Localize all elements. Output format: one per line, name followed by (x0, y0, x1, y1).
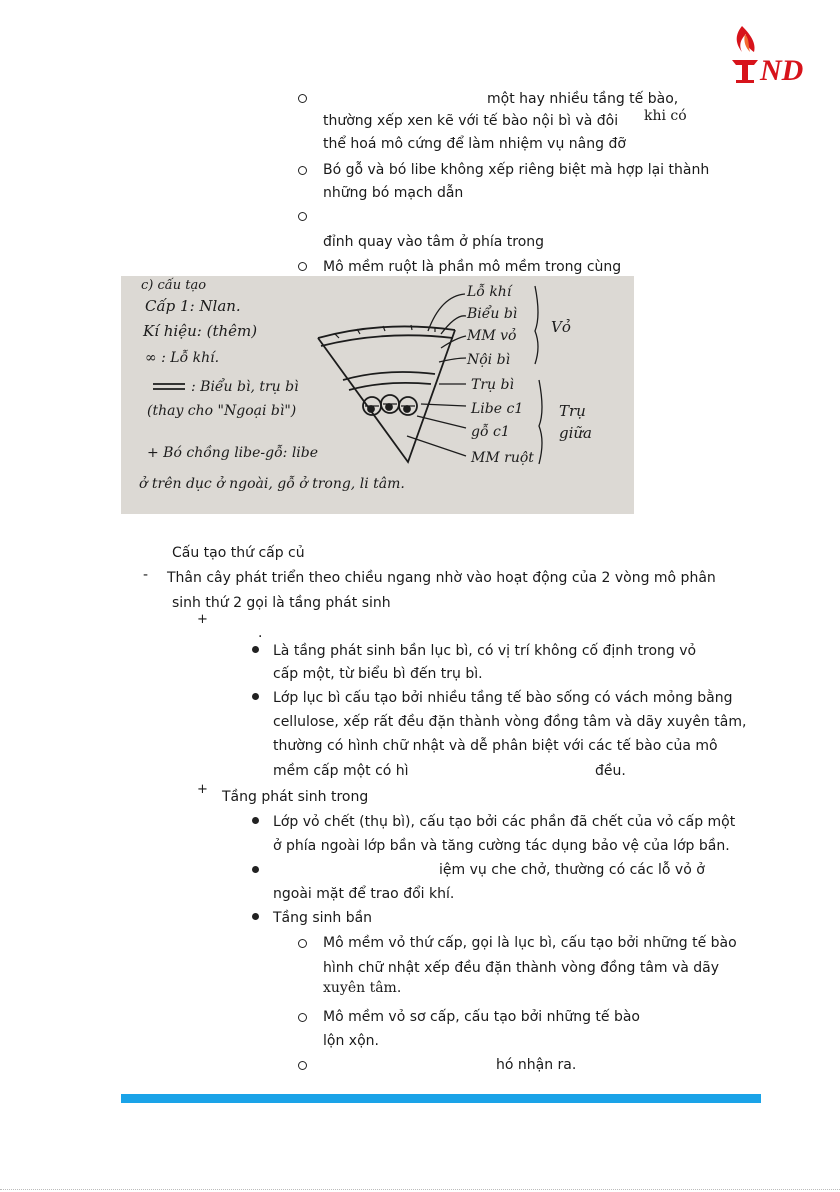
sketch-label-mm-ruot: MM ruột (471, 450, 534, 466)
sketch-legend-line5: (thay cho "Ngoại bì") (147, 403, 297, 419)
b1-line2: cấp một, từ biểu bì đến trụ bì. (273, 666, 483, 682)
sub1-line2: hình chữ nhật xếp đều đặn thành vòng đồng tâm và dãy (323, 960, 720, 976)
c1-line1: Lớp vỏ chết (thụ bì), cấu tạo bởi các phần đã chết của vỏ cấp một (273, 814, 736, 830)
stem-cross-section-sketch (121, 276, 634, 514)
sketch-legend-line7: ở trên dục ở ngoài, gỗ ở trong, li tâm. (139, 476, 405, 492)
sketch-group-vo: Vỏ (551, 318, 571, 336)
list-item-2-line2: những bó mạch dẫn (323, 185, 464, 201)
plus1-text: . (258, 625, 263, 641)
sketch-label-mm-vo: MM vỏ (467, 328, 517, 344)
c2-line1: iệm vụ che chở, thường có các lỗ vỏ ở (439, 862, 705, 878)
sub2-line1: Mô mềm vỏ sơ cấp, cấu tạo bởi những tế bào (323, 1009, 640, 1025)
footer-accent-bar (121, 1094, 761, 1103)
list-bullet-circle (298, 166, 307, 175)
sketch-group-tru-line1: Trụ (559, 402, 586, 420)
sketch-label-noi-bi: Nội bì (467, 352, 511, 368)
c1-line2: ở phía ngoài lớp bần và tăng cường tác dụng bảo vệ của lớp bần. (273, 838, 730, 854)
sketch-label-go-c1: gỗ c1 (471, 424, 510, 440)
sketch-label-tru-bi: Trụ bì (471, 377, 514, 393)
plus-bullet-icon: + (197, 782, 208, 797)
sub1-line1: Mô mềm vỏ thứ cấp, gọi là lục bì, cấu tạo bởi những tế bào (323, 935, 737, 951)
bullet-dot (252, 693, 259, 700)
sketch-label-bieu-bi: Biểu bì (467, 306, 518, 322)
bullet-dot (252, 817, 259, 824)
plus2-label: Tầng phát sinh trong (222, 789, 369, 805)
sketch-legend-line6: + Bó chồng libe-gỗ: libe (147, 445, 319, 461)
c3-label: Tầng sinh bần (273, 910, 373, 926)
list-bullet-circle (298, 94, 307, 103)
torch-logo-icon (728, 22, 828, 92)
list-item-1-line2-handwritten: khi có (644, 108, 687, 124)
sketch-legend-line4: : Biểu bì, trụ bì (191, 379, 299, 395)
sub1-line3: xuyên tâm. (323, 980, 402, 996)
page-bottom-rule (0, 1189, 840, 1190)
sub-bullet-circle (298, 1013, 307, 1022)
list-item-1-line1: một hay nhiều tầng tế bào, (487, 91, 679, 107)
sketch-legend-line1: Cấp 1: Nlan. (145, 297, 241, 315)
list-item-4-line1: Mô mềm ruột là phần mô mềm trong cùng (323, 259, 622, 275)
list-item-1-line3: thể hoá mô cứng để làm nhiệm vụ nâng đỡ (323, 136, 626, 152)
sketch-label-lo-khi: Lỗ khí (467, 284, 512, 300)
sub-bullet-circle (298, 1061, 307, 1070)
b2-line4a: mềm cấp một có hì (273, 763, 409, 779)
sub-bullet-circle (298, 939, 307, 948)
list-item-1-line2: thường xếp xen kẽ với tế bào nội bì và đôi (323, 113, 619, 129)
sketch-label-libe-c1: Libe c1 (471, 401, 524, 417)
sub3-line1: hó nhận ra. (496, 1057, 577, 1073)
b2-line4b: đều. (595, 763, 626, 779)
c2-line2: ngoài mặt để trao đổi khí. (273, 886, 455, 902)
sketch-legend-line3: ∞ : Lỗ khí. (145, 350, 220, 366)
bullet-dot (252, 866, 259, 873)
b2-line3: thường có hình chữ nhật và dễ phân biệt với các tế bào của mô (273, 738, 718, 754)
plus-bullet-icon: + (197, 612, 208, 627)
sketch-group-tru-line2: giữa (559, 424, 593, 442)
intro-line2: sinh thứ 2 gọi là tầng phát sinh (172, 595, 391, 611)
bullet-dot (252, 646, 259, 653)
sketch-legend-heading: c) cấu tạo (141, 278, 207, 293)
logo-text: ND (760, 54, 804, 87)
bullet-dot (252, 913, 259, 920)
b2-line1: Lớp lục bì cấu tạo bởi nhiều tầng tế bào sống có vách mỏng bằng (273, 690, 733, 706)
b2-line2: cellulose, xếp rất đều đặn thành vòng đồng tâm và dãy xuyên tâm, (273, 714, 747, 730)
nd-logo (728, 22, 828, 96)
list-item-2-line1: Bó gỗ và bó libe không xếp riêng biệt mà hợp lại thành (323, 162, 710, 178)
dash-bullet: - (143, 567, 149, 583)
intro-line1: Thân cây phát triển theo chiều ngang nhờ vào hoạt động của 2 vòng mô phân (167, 570, 716, 586)
b1-line1: Là tầng phát sinh bần lục bì, có vị trí không cố định trong vỏ (273, 643, 697, 659)
sub2-line2: lộn xộn. (323, 1033, 379, 1049)
list-bullet-circle (298, 262, 307, 271)
sketch-legend-line2: Kí hiệu: (thêm) (143, 322, 258, 340)
list-item-3-line2: đỉnh quay vào tâm ở phía trong (323, 234, 545, 250)
section-heading: Cấu tạo thứ cấp củ (172, 545, 305, 561)
list-bullet-circle (298, 212, 307, 221)
